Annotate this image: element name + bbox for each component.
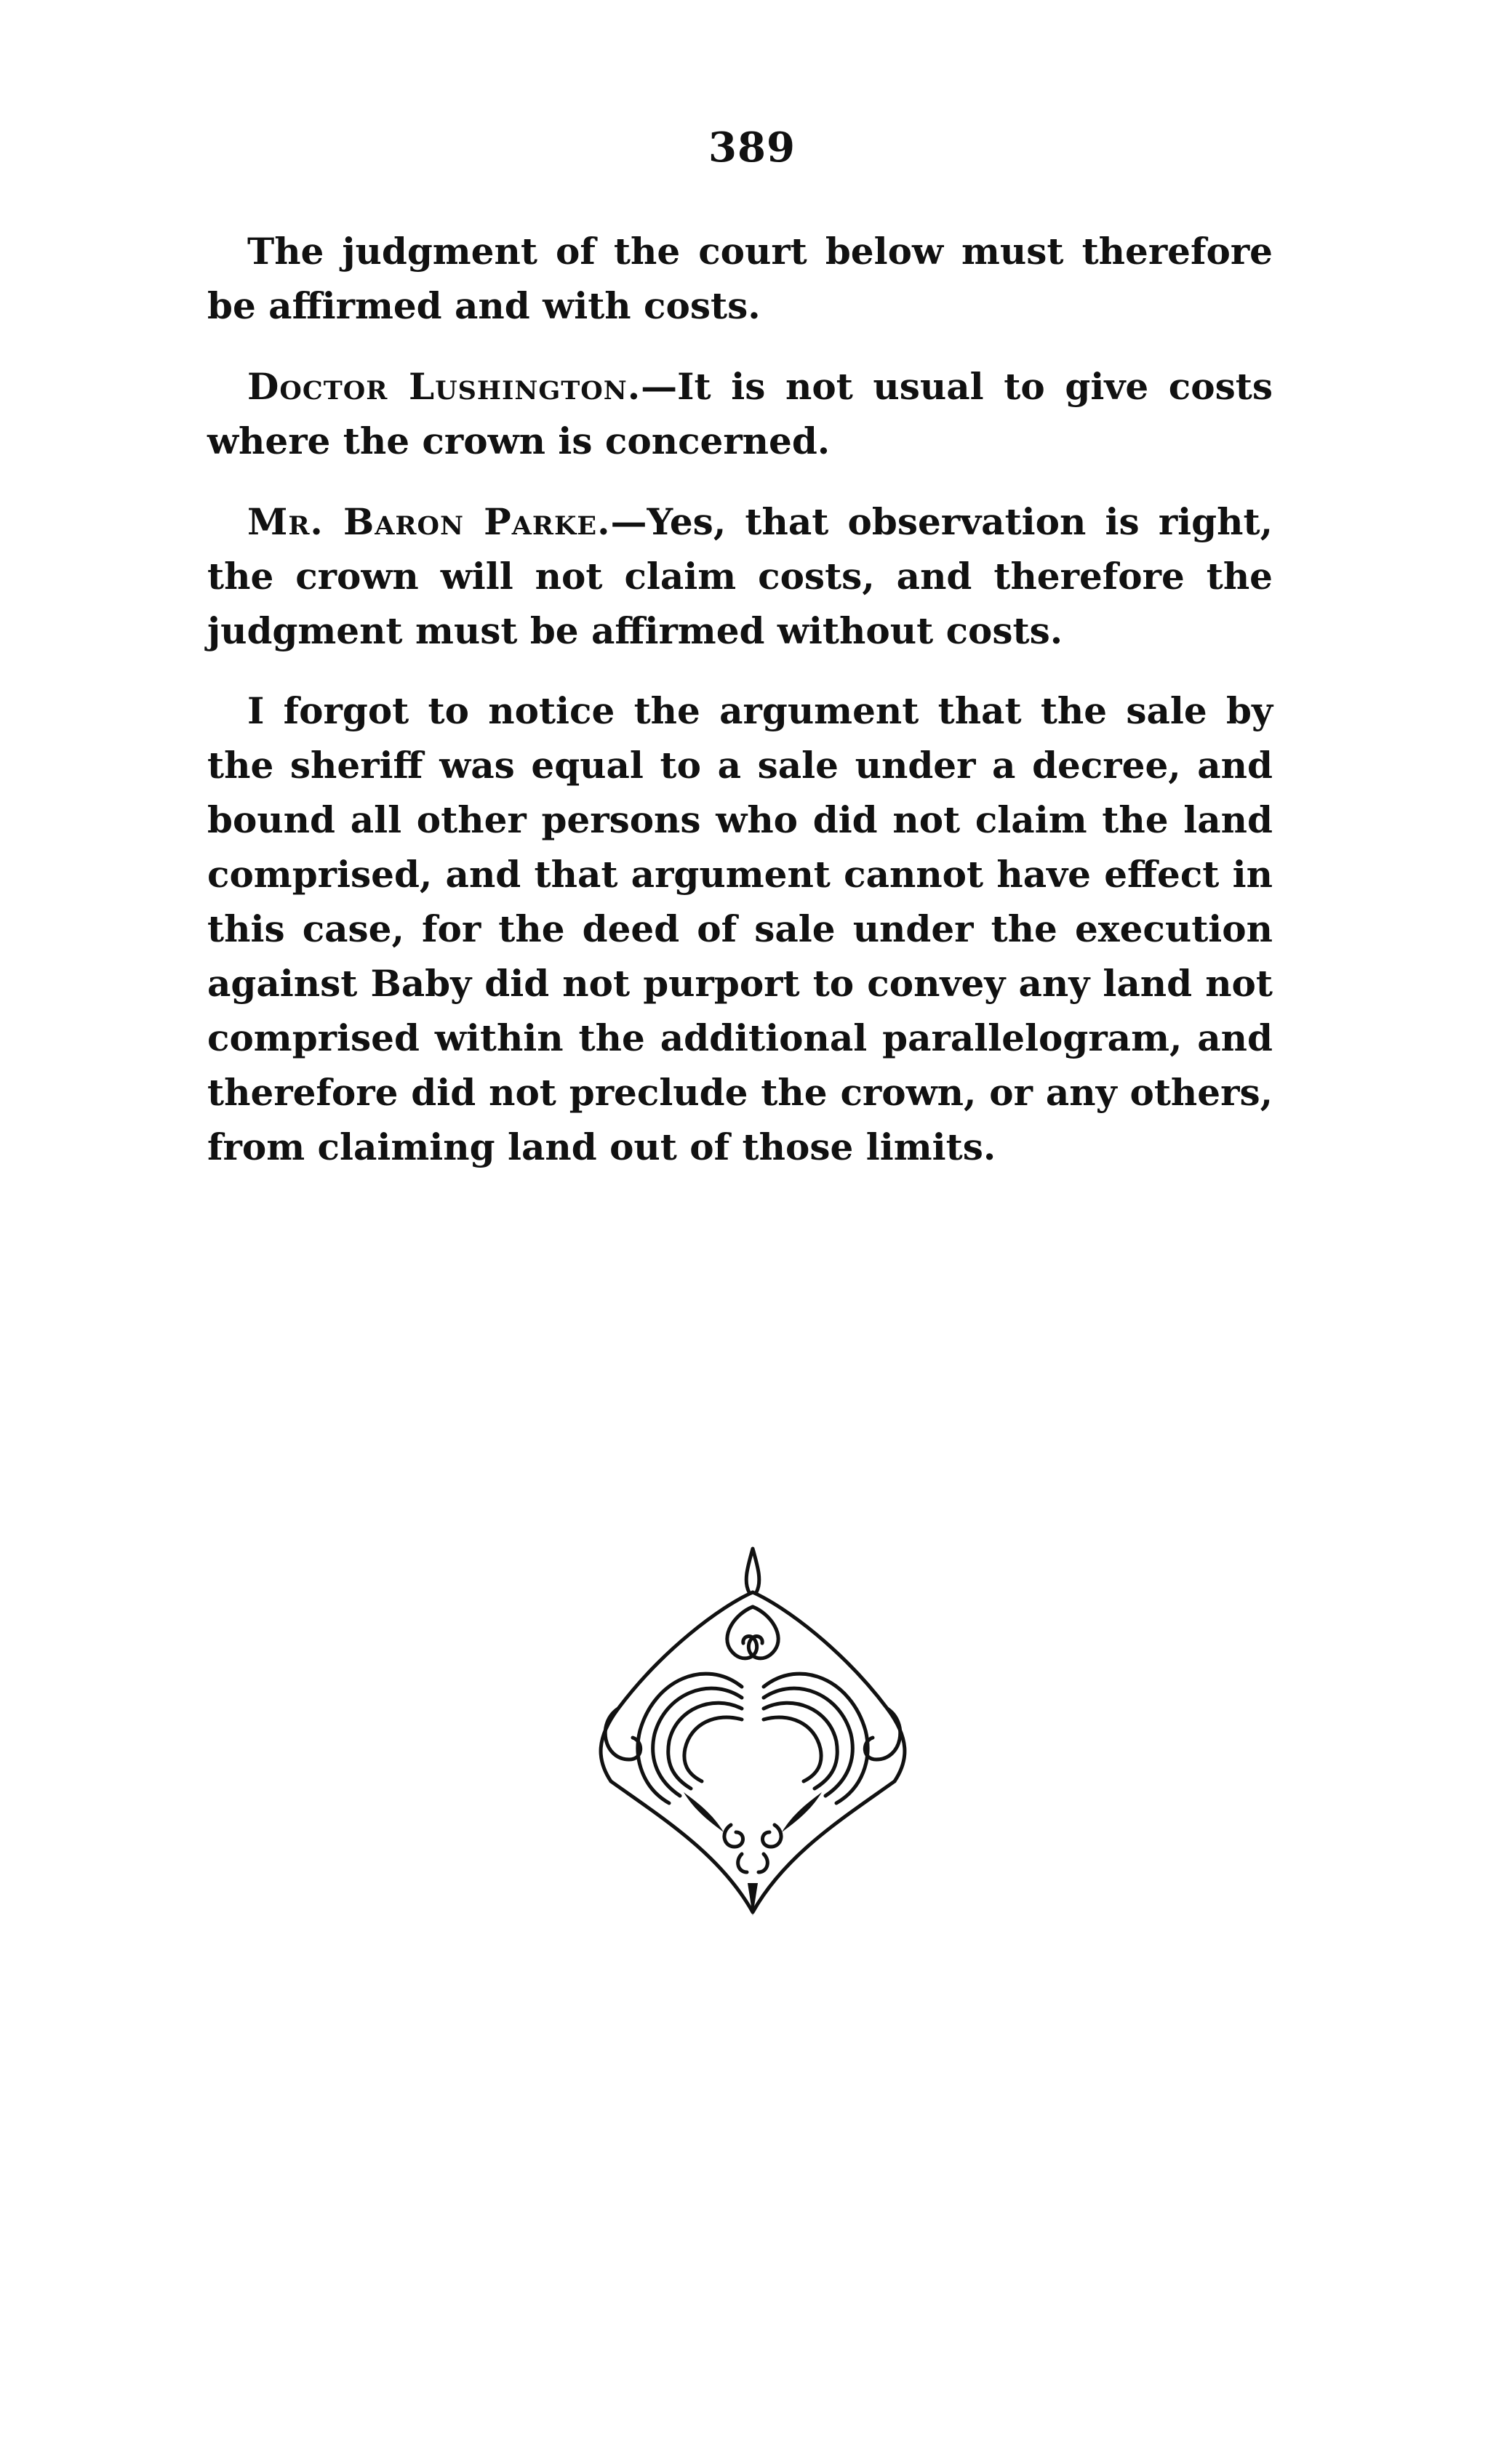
paragraph-sheriff-sale: [207, 683, 1273, 1174]
paragraph-text: I forgot to notice the argument that the sale by the sheriff was equal to a sale under a decree, and bound all other persons who did not claim the land comprised, and that argument cannot have effect in this case, for the deed of sale under the execution against Baby did not purport to convey any land not comprised within the additional parallelogram, and therefore did not preclude the crown, or any others, from claiming land out of those limits.: [207, 689, 1273, 1168]
decorative-fleuron-icon: [575, 1541, 931, 1919]
paragraph-text: The judgment of the court below must therefore be affirmed and with costs.: [207, 230, 1273, 327]
paragraph-text: —Yes, that observation is right, the crown will not claim costs, and therefore the judgment must be affirmed without costs.: [207, 500, 1273, 652]
page-number: 389: [708, 124, 796, 172]
paragraph-judgment: [207, 224, 1273, 333]
speaker-name: Mr. Baron Parke.: [247, 500, 611, 543]
speaker-name: Doctor Lushington.: [247, 365, 641, 408]
paragraph-lushington: [207, 359, 1273, 468]
paragraph-text: —It is not usual to give costs where the crown is concerned.: [207, 365, 1273, 462]
paragraph-parke: [207, 494, 1273, 658]
